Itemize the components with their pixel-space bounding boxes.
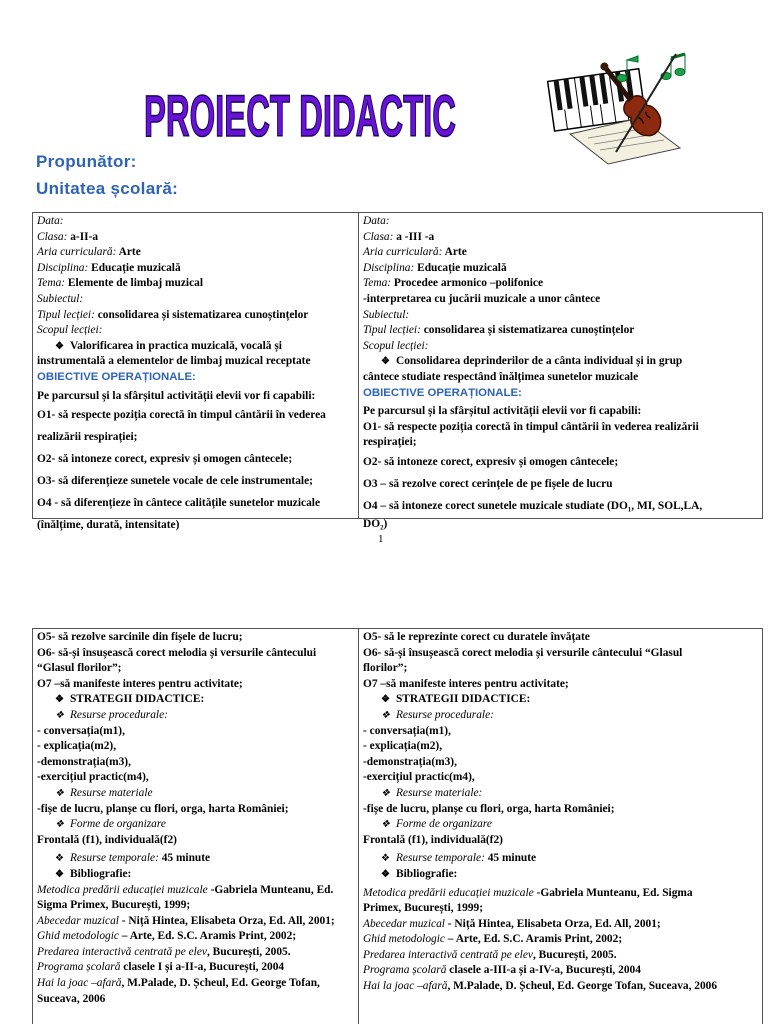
- objective-o2: O2- să intoneze corect, expresiv și omogen cântecele;: [363, 455, 619, 468]
- objective-o1-line-2: realizării respirației;: [37, 431, 138, 444]
- tip-row: [37, 308, 354, 324]
- music-violin-clipart-icon: [548, 48, 690, 166]
- bibliografie-heading: ❖ Bibliografie:: [381, 867, 458, 880]
- tema-label: Tema:: [37, 277, 66, 290]
- obiective-intro: Pe parcursul și la sfârșitul activității elevii vor fi capabili:: [37, 389, 316, 402]
- diamond-bullet-icon: ❖: [381, 819, 390, 831]
- bib-item-5: Programa școlară clasele a-III-a și a-IV-a, București, 2004: [363, 964, 641, 977]
- clasa-value: a-II-a: [67, 230, 99, 243]
- diamond-bullet-icon: ❖: [55, 709, 64, 721]
- objective-o3: O3 – să rezolve corect cerințele de pe fișele de lucru: [363, 477, 613, 490]
- method-m4: -exercițiul practic(m4),: [37, 771, 149, 784]
- clasa-label: Clasa:: [363, 230, 394, 243]
- scop-line-2: instrumentală a elementelor de limbaj muzical receptate: [37, 355, 311, 368]
- diamond-bullet-icon: ❖: [381, 694, 390, 706]
- forme-organizare-value: Frontală (f1), individuală(f2): [363, 833, 503, 846]
- method-m1: - conversația(m1),: [363, 724, 451, 737]
- tema-value: Elemente de limbaj muzical: [65, 277, 203, 290]
- bib-item-2: Abecedar muzical - Niță Hintea, Elisabeta Orza, Ed. All, 2001;: [363, 917, 661, 930]
- method-m3: -demonstrația(m3),: [363, 755, 457, 768]
- bib-item-6: Hai la joac –afară, M.Palade, D. Șcheul, Ed. George Tofan, Suceava, 2006: [363, 980, 718, 993]
- scop-label: Scopul lecției:: [37, 324, 103, 337]
- strategii-heading: ❖ STRATEGII DIDACTICE:: [55, 693, 205, 706]
- forme-organizare-label: ❖ Forme de organizare: [55, 818, 166, 831]
- bib-item-1-cont: Sigma Primex, București, 1999;: [37, 899, 191, 912]
- disciplina-label: Disciplina:: [363, 261, 415, 274]
- bib-item-2: Abecedar muzical - Niță Hintea, Elisabeta Orza, Ed. All, 2001;: [37, 914, 335, 927]
- method-m1: - conversația(m1),: [37, 724, 125, 737]
- disciplina-value: Educație muzicală: [88, 261, 181, 274]
- aria-row: [37, 245, 354, 261]
- propunator-label: Propunător:: [36, 152, 137, 171]
- bibliografie-heading: ❖ Bibliografie:: [55, 867, 132, 880]
- strategii-heading: ❖ STRATEGII DIDACTICE:: [381, 693, 531, 706]
- tip-label: Tipul lecției:: [37, 308, 95, 321]
- diamond-bullet-icon: ❖: [381, 853, 390, 865]
- tip-value: consolidarea și sistematizarea cunoștințelor: [94, 308, 309, 321]
- scop-label: Scopul lecției:: [363, 339, 429, 352]
- diamond-bullet-icon: ❖: [381, 787, 390, 799]
- clasa-row: [37, 230, 354, 246]
- table2-left-column: [33, 629, 359, 1024]
- objective-o4-line-2: (înălțime, durată, intensitate): [37, 519, 180, 532]
- obiective-heading: OBIECTIVE OPERAȚIONALE:: [37, 370, 196, 383]
- resurse-materiale-label: ❖ Resurse materiale: [55, 786, 153, 799]
- method-m2: - explicația(m2),: [37, 740, 117, 753]
- table1-left-column: [33, 213, 359, 532]
- objective-o6-line-2: florilor”;: [363, 662, 408, 675]
- objective-o1-line-1: O1- să respecte poziția corectă în timpul cântării în vederea: [37, 409, 326, 422]
- method-m4: -exercițiul practic(m4),: [363, 771, 475, 784]
- objective-o5: O5- să rezolve sarcinile din fișele de lucru;: [37, 631, 243, 643]
- disciplina-row: [363, 261, 758, 277]
- obiective-intro: Pe parcursul și la sfârșitul activității elevii vor fi capabili:: [363, 405, 642, 418]
- bib-item-3: Ghid metodologic – Arte, Ed. S.C. Aramis Print, 2002;: [37, 930, 297, 943]
- clasa-row: [363, 230, 758, 246]
- aria-label: Aria curriculară:: [363, 246, 443, 259]
- bib-item-4: Predarea interactivă centrată pe elev, București, 2005.: [37, 945, 291, 958]
- resurse-materiale-label: ❖ Resurse materiale:: [381, 786, 483, 799]
- bib-item-1-cont: Primex, București, 1999;: [363, 902, 484, 915]
- objective-o7: O7 –să manifeste interes pentru activitate;: [37, 677, 243, 690]
- resurse-procedurale-label: ❖ Resurse procedurale:: [381, 708, 494, 721]
- subiect-label: Subiectul:: [363, 308, 410, 321]
- objective-o2: O2- să intoneze corect, expresiv și omogen cântecele;: [37, 453, 293, 466]
- tip-value: consolidarea și sistematizarea cunoștințelor: [420, 324, 635, 337]
- clasa-value: a -III -a: [393, 230, 435, 243]
- diamond-bullet-icon: ❖: [55, 340, 64, 352]
- tip-row: [363, 323, 758, 339]
- method-m2: - explicația(m2),: [363, 740, 443, 753]
- objective-o6-line-1: O6- să-și însușească corect melodia și versurile cântecului: [37, 646, 317, 659]
- disciplina-label: Disciplina:: [37, 261, 89, 274]
- data-label: Data:: [363, 215, 390, 227]
- clasa-label: Clasa:: [37, 230, 68, 243]
- objective-o3: O3- să diferențieze sunetele vocale de cele instrumentale;: [37, 475, 313, 488]
- bib-item-1: Metodica predării educației muzicale -Gabriela Munteanu, Ed.: [37, 883, 334, 896]
- tema-line-2: -interpretarea cu jucării muzicale a unor cântece: [363, 292, 601, 305]
- objective-o1-line-2: respirației;: [363, 436, 417, 449]
- tema-row: [363, 276, 758, 292]
- tema-row: [37, 276, 354, 292]
- tema-value: Procedee armonico –polifonice: [391, 277, 544, 290]
- diamond-bullet-icon: ❖: [55, 694, 64, 706]
- bib-item-5: Programa școlară clasele I și a-II-a, București, 2004: [37, 961, 285, 974]
- objective-o6-line-2: “Glasul florilor”;: [37, 662, 122, 675]
- objective-o4-line-1: O4 - să diferențieze în cântece calitățile sunetelor muzicale: [37, 497, 320, 510]
- unitate-scolara-label: Unitatea școlară:: [36, 179, 179, 198]
- scop-line-1: ❖ Valorificarea in practica muzicală, vocală și: [55, 339, 282, 352]
- materials: -fișe de lucru, planșe cu flori, orga, harta României;: [363, 802, 615, 815]
- aria-label: Aria curriculară:: [37, 246, 117, 259]
- aria-value: Arte: [116, 246, 141, 259]
- bib-item-3: Ghid metodologic – Arte, Ed. S.C. Aramis Print, 2002;: [363, 933, 623, 946]
- tema-label: Tema:: [363, 277, 392, 290]
- objective-o6-line-1: O6- să-și însușească corect melodia și versurile cântecului “Glasul: [363, 646, 683, 659]
- diamond-bullet-icon: ❖: [381, 868, 390, 880]
- scop-line-1: ❖ Consolidarea deprinderilor de a cânta individual și in grup: [381, 355, 683, 368]
- obiective-heading: OBIECTIVE OPERAȚIONALE:: [363, 386, 522, 399]
- diamond-bullet-icon: ❖: [55, 868, 64, 880]
- forme-organizare-value: Frontală (f1), individuală(f2): [37, 833, 177, 846]
- lesson-table-page-2: [32, 628, 763, 1024]
- resurse-procedurale-label: ❖ Resurse procedurale:: [55, 708, 168, 721]
- table2-right-column: [359, 629, 762, 1024]
- objective-o5: O5- să le reprezinte corect cu duratele învățate: [363, 631, 590, 643]
- diamond-bullet-icon: ❖: [55, 819, 64, 831]
- diamond-bullet-icon: ❖: [381, 709, 390, 721]
- diamond-bullet-icon: ❖: [381, 356, 390, 368]
- disciplina-row: [37, 261, 354, 277]
- method-m3: -demonstrația(m3),: [37, 755, 131, 768]
- bib-item-1: Metodica predării educației muzicale -Gabriela Munteanu, Ed. Sigma: [363, 886, 693, 899]
- objective-o4-line-1: O4 – să intoneze corect sunetele muzicale studiate (DO₁, MI, SOL,LA,: [363, 499, 703, 512]
- data-label: Data:: [37, 215, 64, 227]
- aria-value: Arte: [442, 246, 467, 259]
- diamond-bullet-icon: ❖: [55, 787, 64, 799]
- bib-item-4: Predarea interactivă centrată pe elev, București, 2005.: [363, 948, 617, 961]
- resurse-temporale-row: ❖ Resurse temporale: 45 minute: [55, 852, 211, 865]
- objective-o1-line-1: O1- să respecte poziția corectă în timpul cântării în vederea realizării: [363, 420, 699, 433]
- table1-right-column: [359, 213, 762, 530]
- objective-o4-line-2: DO₂): [363, 517, 388, 530]
- objective-o7: O7 –să manifeste interes pentru activitate;: [363, 677, 569, 690]
- bib-item-6-cont: Suceava, 2006: [37, 992, 106, 1005]
- disciplina-value: Educație muzicală: [414, 261, 507, 274]
- tip-label: Tipul lecției:: [363, 324, 421, 337]
- resurse-temporale-row: ❖ Resurse temporale: 45 minute: [381, 852, 537, 865]
- page-number: 1: [378, 533, 384, 545]
- subiect-label: Subiectul:: [37, 292, 84, 305]
- forme-organizare-label: ❖ Forme de organizare: [381, 818, 492, 831]
- bib-item-6: Hai la joac –afară, M.Palade, D. Șcheul, Ed. George Tofan,: [37, 977, 320, 990]
- scop-line-2: cântece studiate respectând înălțimea sunetelor muzicale: [363, 370, 639, 383]
- diamond-bullet-icon: ❖: [55, 853, 64, 865]
- lesson-table-page-1: [32, 212, 763, 532]
- document-title-text: PROIECT DIDACTIC: [144, 84, 456, 149]
- materials: -fișe de lucru, planșe cu flori, orga, harta României;: [37, 802, 289, 815]
- document-title: [140, 78, 460, 148]
- aria-row: [363, 245, 758, 261]
